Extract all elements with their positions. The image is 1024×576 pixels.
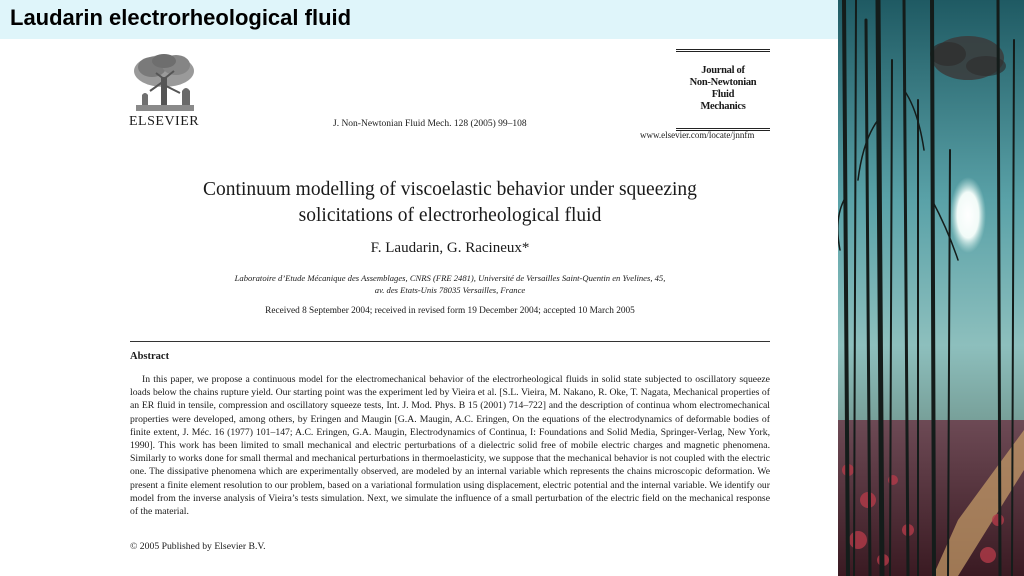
slide-title-bar (0, 0, 838, 39)
affiliation-line: av. des Etats-Unis 78035 Versailles, France (374, 285, 526, 295)
article-title-line: solicitations of electrorheological fluid (298, 205, 602, 226)
affiliation (180, 272, 720, 296)
received-dates: Received 8 September 2004; received in revised form 19 December 2004; accepted 10 March 2005 (265, 306, 635, 316)
forest-painting (838, 0, 1024, 576)
slide-title: Laudarin electrorheological fluid (10, 5, 352, 30)
abstract-text: In this paper, we propose a continuous model for the electromechanical behavior of the electrorheological fluids in solid state subjected to oscillatory squeeze loads below the chains rupture yield. Our starting point was the experiment led by Vieira et al. [S.L. Vieira, M. Nakano, R. Oke, T. Nagata, Mechanical properties of an ER fluid in tensile, compression and oscillatory squeeze tests, Int. J. Mod. Phys. B 15 (2001) 714–722] and the description of continua whom electromechanical properties were developed, among others, by Eringen and Maugin [G.A. Maugin, A.C. Eringen, On the equations of the electrodynamics of deformable bodies of finite extent, J. Méc. 16 (1977) 101–147; A.C. Eringen, G.A. Maugin, Electrodynamics of Continua, I: Foundations and Solid Media, Springer-Verlag, New York, 1990]. This work has been limited to small mechanical and electric perturbations of a dielectric solid free of mobile electric charges and magnetic phenomena. Similarly to works done for small thermal and mechanical perturbations in thermoelasticity, we suppose that the mechanical behavior is not coupled with the electric one. The dissipative phenomena which are experimentally observed, are modeled by an internal variable which represents the chains microscopic deformation. We present a finite element resolution to our problem, based on a variational formulation using displacement, electric potential and the internal variable. We identify our model from the inverse analysis of Vieira’s tests simulation. Next, we simulate the influence of a small perturbation of the electric field on the mechanical response of the material. (130, 374, 770, 518)
journal-logo-line: Journal of (701, 65, 745, 76)
journal-logo-line: Mechanics (700, 101, 746, 112)
divider (130, 341, 770, 342)
abstract-heading: Abstract (130, 351, 170, 362)
paper-page (0, 39, 838, 576)
publisher-name: ELSEVIER (129, 114, 200, 129)
article-title-line: Continuum modelling of viscoelastic behavior under squeezing (203, 179, 697, 200)
journal-logo-line: Fluid (711, 89, 735, 100)
journal-logo-line: Non-Newtonian (689, 77, 757, 88)
journal-logo (676, 49, 770, 131)
journal-reference: J. Non-Newtonian Fluid Mech. 128 (2005) 99–108 (333, 119, 527, 129)
copyright: © 2005 Published by Elsevier B.V. (130, 541, 266, 552)
affiliation-line: Laboratoire d’Etude Mécanique des Assemblages, CNRS (FRE 2481), Université de Versailles Saint-Quentin en Yvelines, 45, (234, 273, 666, 283)
elsevier-tree-icon (128, 51, 202, 115)
divider (676, 128, 770, 129)
article-title (150, 177, 750, 229)
journal-url: www.elsevier.com/locate/jnnfm (640, 130, 755, 140)
authors: F. Laudarin, G. Racineux* (370, 240, 530, 256)
